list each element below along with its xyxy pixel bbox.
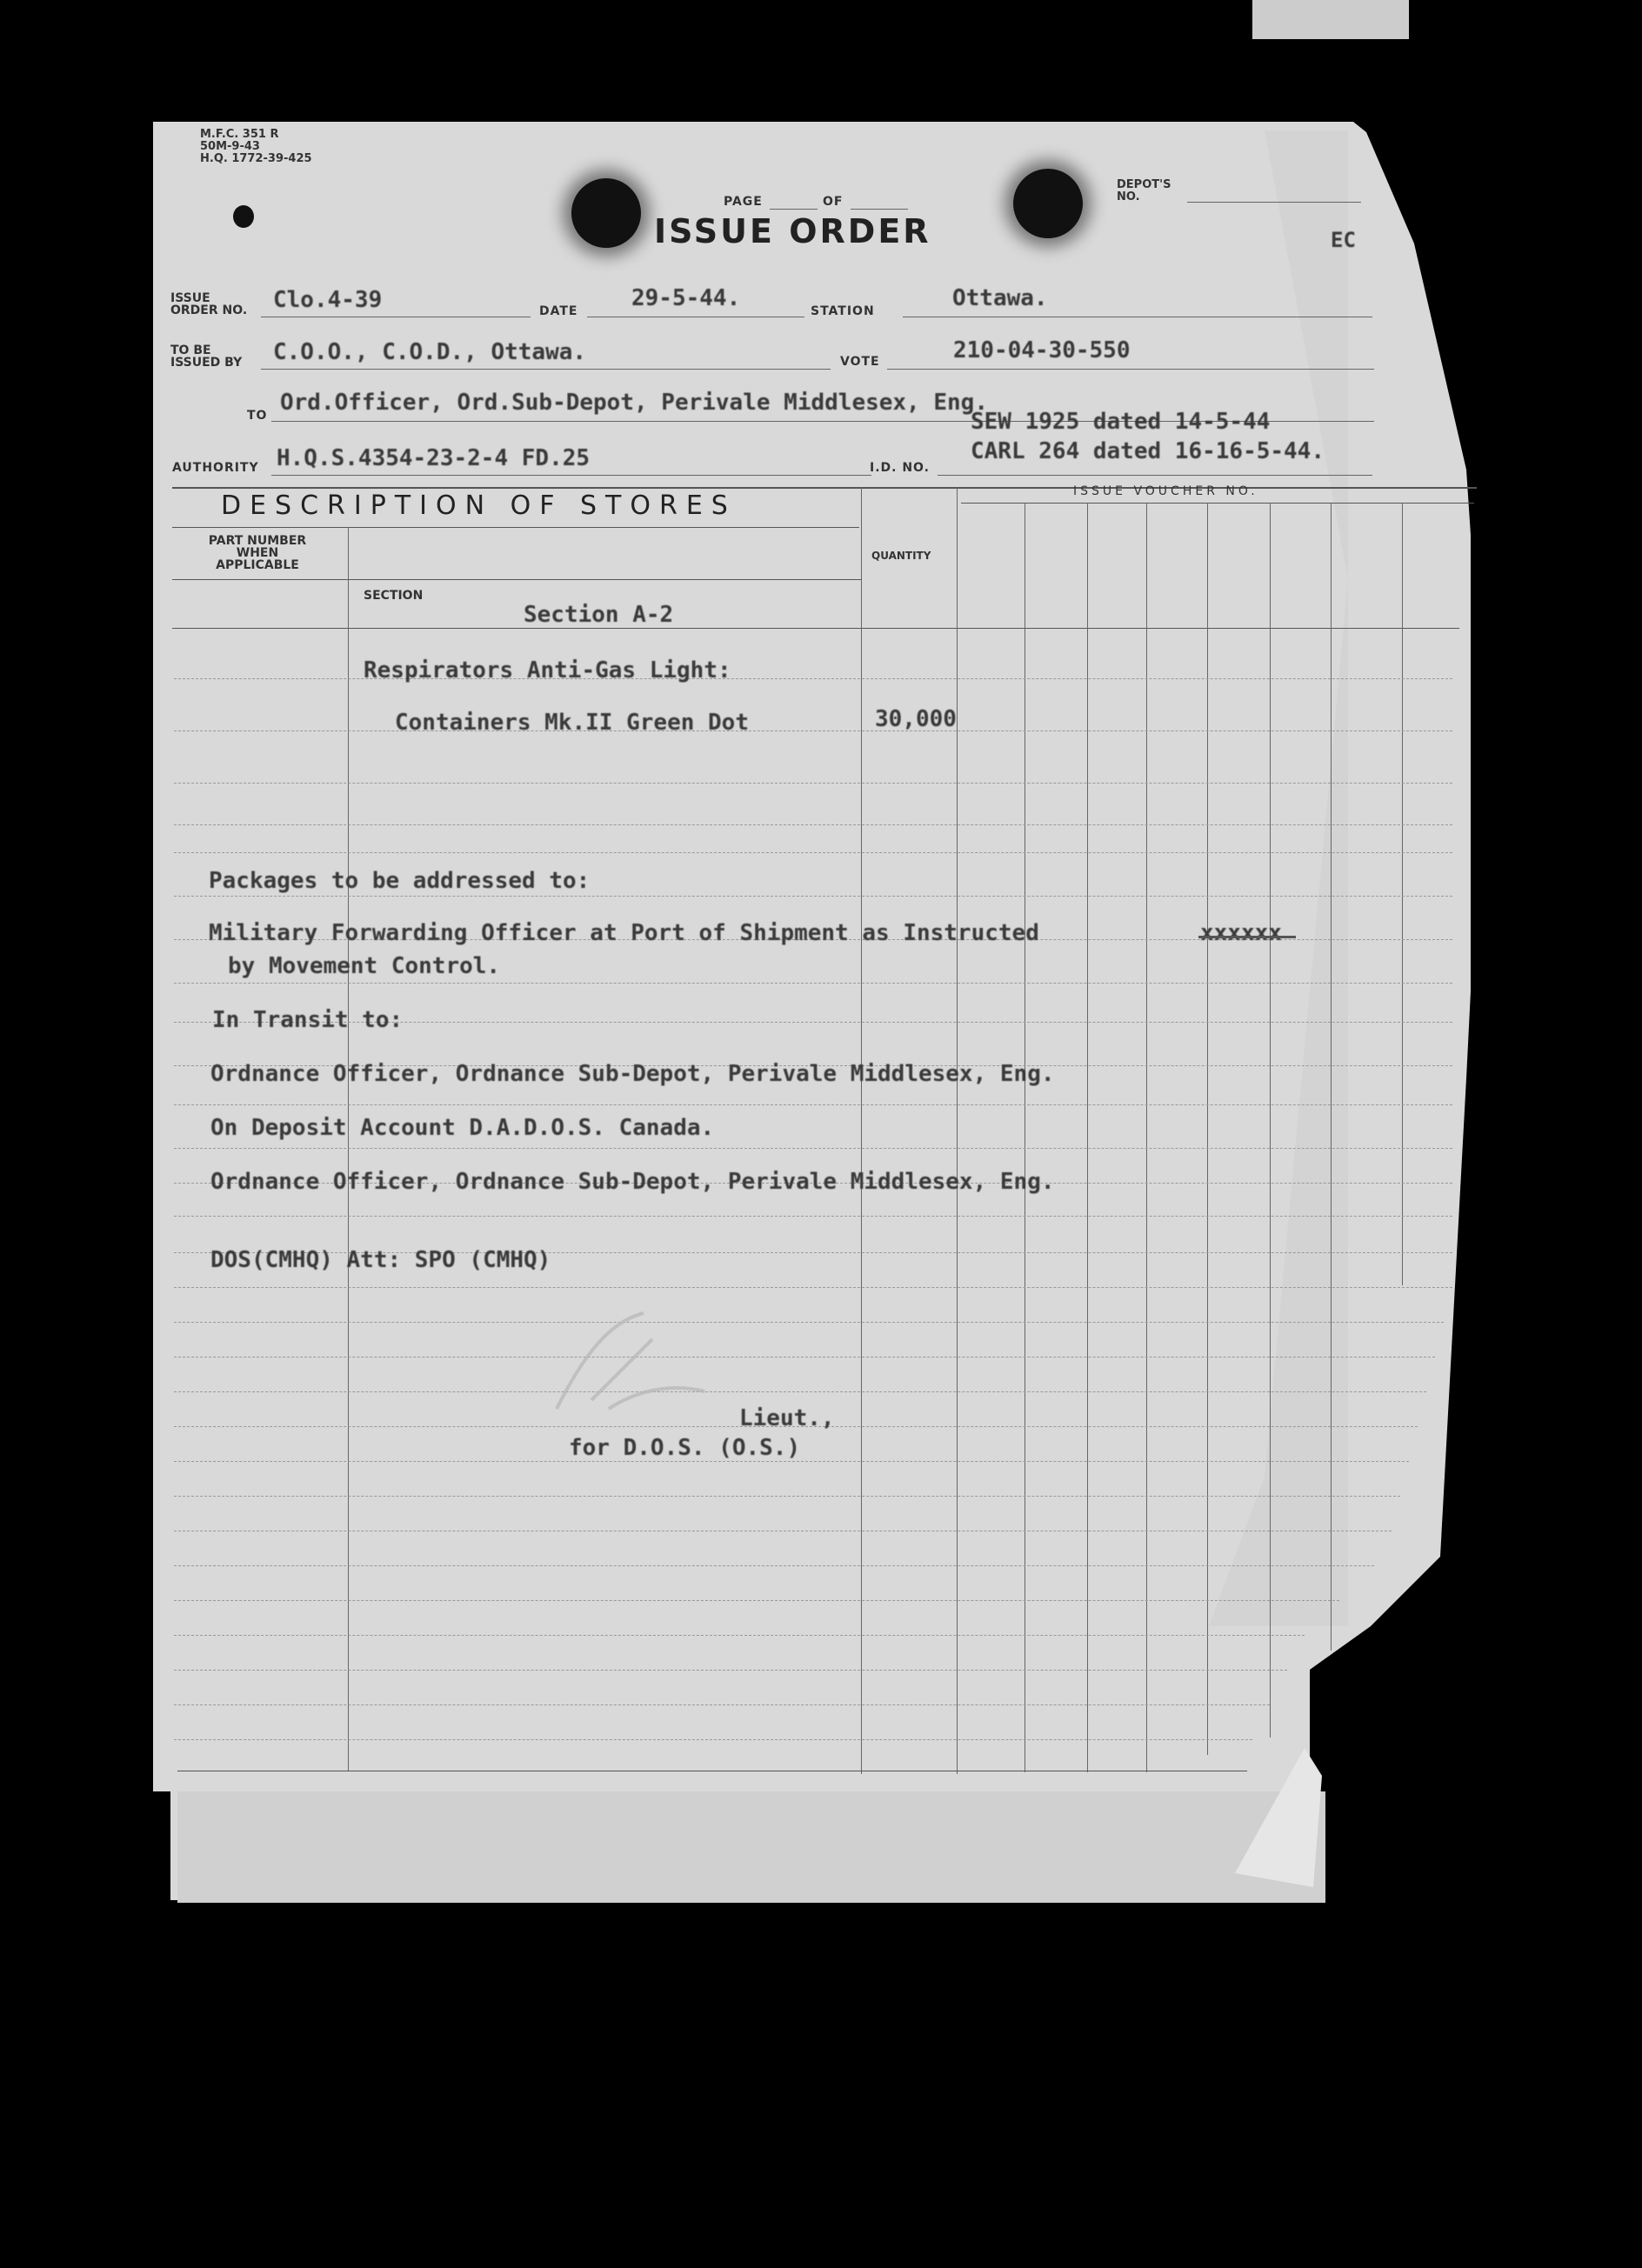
issued-by-label bbox=[170, 344, 242, 369]
id-value-1: SEW 1925 dated 14-5-44 bbox=[971, 409, 1271, 435]
of-label: OF bbox=[823, 195, 844, 209]
voucher-col-5 bbox=[1270, 503, 1271, 1738]
body-line-ordnance-2: Ordnance Officer, Ordnance Sub-Depot, Perivale Middlesex, Eng. bbox=[210, 1169, 1055, 1195]
voucher-col-7 bbox=[1402, 503, 1403, 1285]
item-heading: Respirators Anti-Gas Light: bbox=[364, 657, 731, 684]
voucher-col-6 bbox=[1331, 503, 1332, 1651]
row-rule bbox=[174, 730, 1452, 731]
page-label: PAGE bbox=[724, 195, 763, 209]
vote-field-line bbox=[887, 369, 1374, 370]
row-rule bbox=[174, 1600, 1339, 1601]
id-label: I.D. NO. bbox=[870, 461, 930, 475]
to-label: TO bbox=[247, 409, 268, 423]
body-line-movement: by Movement Control. bbox=[228, 953, 501, 979]
row-rule bbox=[174, 1704, 1270, 1705]
section-value: Section A-2 bbox=[524, 602, 674, 628]
handwritten-signature bbox=[539, 1304, 713, 1426]
row-rule bbox=[174, 983, 1452, 984]
form-code-line: M.F.C. 351 R bbox=[200, 128, 279, 141]
issue-order-label bbox=[170, 292, 247, 317]
col-quantity-right bbox=[957, 487, 958, 1774]
row-rule bbox=[174, 1461, 1409, 1462]
bottom-paper-band bbox=[177, 1791, 1325, 1903]
row-rule bbox=[174, 1635, 1305, 1636]
row-rule bbox=[174, 824, 1452, 825]
row-rule bbox=[174, 1391, 1426, 1392]
col-quantity-left bbox=[861, 487, 862, 1774]
station-label: STATION bbox=[811, 304, 875, 318]
row-rule bbox=[174, 1322, 1444, 1323]
row-rule bbox=[174, 1670, 1287, 1671]
punch-hole-right bbox=[1013, 169, 1083, 238]
adjacent-page-scrap bbox=[1252, 0, 1409, 39]
page-field-line bbox=[770, 209, 818, 210]
row-rule bbox=[174, 1739, 1252, 1740]
part-number-header-line: PART NUMBER bbox=[208, 534, 307, 548]
body-line-in-transit: In Transit to: bbox=[212, 1007, 404, 1033]
row-rule bbox=[174, 1216, 1452, 1217]
depot-value: EC bbox=[1331, 228, 1356, 252]
desc-header: DESCRIPTION OF STORES bbox=[221, 490, 737, 521]
body-line-dos: DOS(CMHQ) Att: SPO (CMHQ) bbox=[210, 1247, 551, 1273]
body-line-struck: xxxxxx bbox=[1200, 920, 1282, 946]
ink-blot bbox=[233, 205, 254, 228]
depot-field-line bbox=[1187, 202, 1361, 203]
punch-hole-left bbox=[571, 178, 641, 248]
item-quantity: 30,000 bbox=[875, 706, 957, 732]
part-number-header bbox=[205, 535, 310, 571]
to-value: Ord.Officer, Ord.Sub-Depot, Perivale Middlesex, Eng. bbox=[280, 390, 988, 416]
issued-by-label-line: TO BE bbox=[170, 344, 211, 357]
header-rule-1 bbox=[172, 527, 859, 528]
table-top-rule bbox=[172, 487, 1477, 489]
row-rule bbox=[174, 1496, 1400, 1497]
section-header: SECTION bbox=[364, 589, 424, 603]
of-field-line bbox=[851, 209, 908, 210]
depot-label bbox=[1117, 179, 1171, 203]
col-part-number-divider bbox=[348, 527, 349, 1771]
id-field-line bbox=[938, 475, 1372, 476]
form-code-line: H.Q. 1772-39-425 bbox=[200, 152, 312, 165]
date-label: DATE bbox=[539, 304, 578, 318]
voucher-header: ISSUE VOUCHER NO. bbox=[1073, 484, 1258, 498]
issue-order-label-line: ISSUE bbox=[170, 291, 210, 305]
date-value: 29-5-44. bbox=[631, 285, 741, 311]
station-value: Ottawa. bbox=[952, 285, 1048, 311]
row-rule bbox=[174, 1287, 1452, 1288]
part-number-header-line: APPLICABLE bbox=[216, 558, 299, 572]
row-rule bbox=[174, 896, 1452, 897]
row-rule bbox=[174, 1104, 1452, 1105]
sign-for: for D.O.S. (O.S.) bbox=[569, 1435, 801, 1461]
voucher-col-2 bbox=[1087, 503, 1088, 1772]
depot-label-line: NO. bbox=[1117, 190, 1140, 203]
form-title: ISSUE ORDER bbox=[654, 212, 931, 250]
form-code-line: 50M-9-43 bbox=[200, 140, 260, 153]
vote-value: 210-04-30-550 bbox=[953, 337, 1131, 364]
issued-by-label-line: ISSUED BY bbox=[170, 356, 243, 370]
body-line-forwarding: Military Forwarding Officer at Port of Shipment as Instructed bbox=[209, 920, 1039, 946]
issue-order-label-line: ORDER NO. bbox=[170, 304, 248, 317]
body-line-packages: Packages to be addressed to: bbox=[209, 868, 591, 894]
sign-rank: Lieut., bbox=[739, 1405, 835, 1431]
quantity-header: QUANTITY bbox=[871, 550, 931, 562]
body-line-deposit: On Deposit Account D.A.D.O.S. Canada. bbox=[210, 1115, 715, 1141]
row-rule bbox=[174, 1565, 1374, 1566]
issue-order-value: Clo.4-39 bbox=[273, 287, 383, 313]
vote-label: VOTE bbox=[840, 355, 880, 369]
authority-field-line bbox=[271, 475, 871, 476]
voucher-col-3 bbox=[1146, 503, 1147, 1772]
voucher-header-rule bbox=[961, 503, 1474, 504]
header-rule-2 bbox=[172, 579, 348, 580]
header-bottom-rule bbox=[172, 628, 1459, 629]
authority-label: AUTHORITY bbox=[172, 461, 259, 475]
header-rule-3 bbox=[348, 579, 861, 580]
authority-value: H.Q.S.4354-23-2-4 FD.25 bbox=[277, 445, 591, 471]
depot-label-line: DEPOT'S bbox=[1117, 178, 1171, 191]
item-name: Containers Mk.II Green Dot bbox=[395, 710, 749, 736]
part-number-header-line: WHEN bbox=[236, 546, 279, 560]
issued-by-field-line bbox=[261, 369, 831, 370]
strike-through-mark bbox=[1198, 936, 1296, 938]
id-value-2: CARL 264 dated 16-16-5-44. bbox=[971, 438, 1325, 464]
row-rule bbox=[174, 852, 1452, 853]
row-rule bbox=[174, 1148, 1452, 1149]
body-line-ordnance-1: Ordnance Officer, Ordnance Sub-Depot, Perivale Middlesex, Eng. bbox=[210, 1061, 1055, 1087]
voucher-col-4 bbox=[1207, 503, 1208, 1755]
row-rule bbox=[174, 783, 1452, 784]
issued-by-value: C.O.O., C.O.D., Ottawa. bbox=[273, 339, 587, 365]
form-code bbox=[200, 129, 312, 165]
